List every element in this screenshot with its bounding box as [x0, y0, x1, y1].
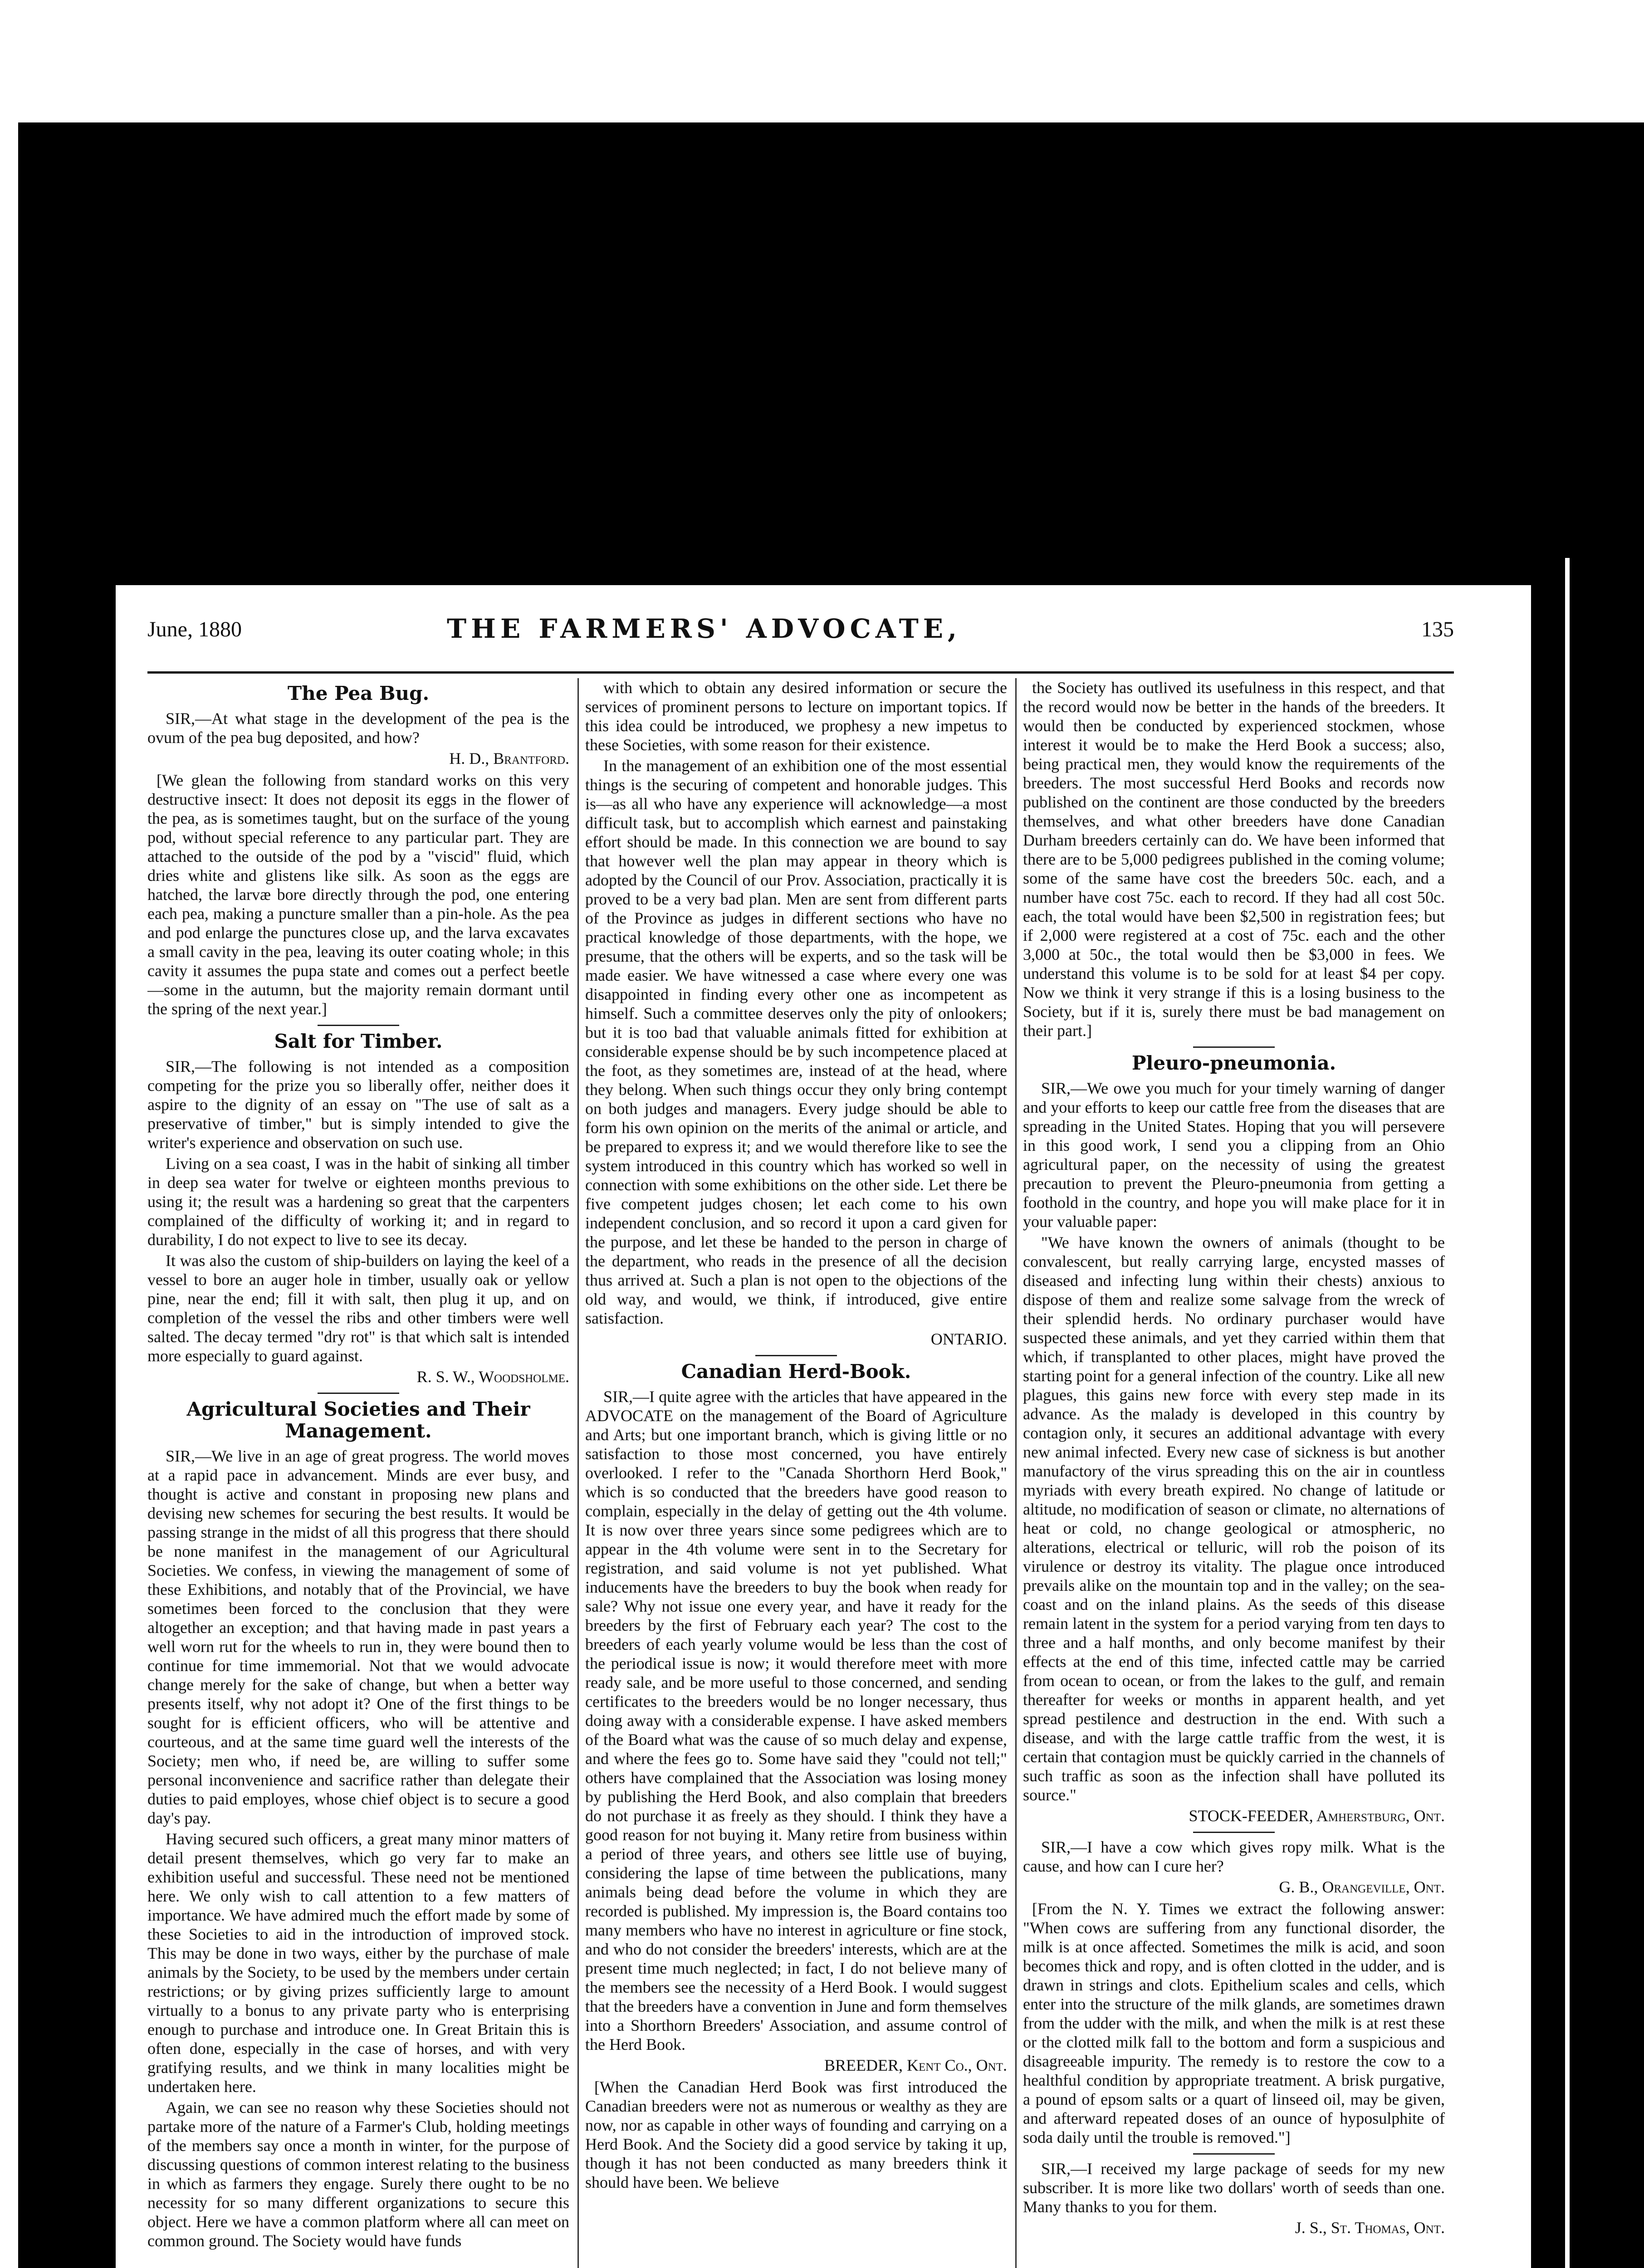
- editor-reply: [We glean the following from standard works on this very destructive insect: It does not deposit its eggs in the flower of the pea, as is sometimes taught, but on the surface of the young pod, without special reference to any particular part. They are attached to the outside of the pod by a "viscid" fluid, which dries white and glistens like silk. As soon as the eggs are hatched, the larvæ bore directly through the pod, one entering each pea, making a puncture smaller than a pin-hole. As the pea and pod enlarge the punctures close up, and the larva excavates a small cavity in the pea, leaving its outer coating whole; in this cavity it assumes the pupa state and comes out a perfect beetle—some in the autumn, but the majority remain dormant until the spring of the next year.]: [147, 771, 569, 1018]
- section-divider: [318, 1393, 399, 1394]
- article-heading: Canadian Herd-Book.: [681, 1360, 911, 1383]
- paragraph: Living on a sea coast, I was in the habit of sinking all timber in deep sea water for twelve or eighteen months previous to using it; the result was a hardening so great that the carpenters complained of the difficulty of working it; and in regard to durability, I do not expect to live to see its decay.: [147, 1154, 569, 1249]
- letter-signature: R. S. W., Woodsholme.: [416, 1368, 569, 1386]
- letter-signature: J. S., St. Thomas, Ont.: [1295, 2219, 1445, 2237]
- column-3: [1023, 678, 1445, 2268]
- paragraph: SIR,—The following is not intended as a composition competing for the prize you so liberally offer, neither does it aspire to the dignity of an essay on "The use of salt as a preservative of timber," but is simply intended to give the writer's experience and observation on such use.: [147, 1057, 569, 1152]
- page-edge-rule: [1565, 558, 1570, 2268]
- letter-signature: G. B., Orangeville, Ont.: [1279, 1878, 1445, 1896]
- article-heading: Agricultural Societies and Their Management.: [186, 1398, 530, 1442]
- letter-text: SIR,—At what stage in the development of the pea is the ovum of the pea bug deposited, and how?: [147, 709, 569, 747]
- article-heading: The Pea Bug.: [287, 682, 430, 704]
- letter-text: SIR,—I have a cow which gives ropy milk. What is the cause, and how can I cure her?: [1023, 1838, 1445, 1875]
- columns: [147, 678, 1454, 2268]
- editor-reply: [From the N. Y. Times we extract the following answer: "When cows are suffering from any functional disorder, the milk is at once affected. Sometimes the milk is acid, and soon becomes thick and ropy, and is often clotted in the udder, and is drawn in strings and clots. Epithelium scales and cells, which enter into the structure of the milk glands, are sometimes drawn from the udder with the milk, and when the milk is at rest these or the clotted milk fall to the bottom and form a suspicious and disagreeable impurity. The remedy is to restore the cow to a healthful condition by appropriate treatment. A brisk purgative, a pound of epsom salts or a quart of linseed oil, may be given, and afterward repeated doses of an ounce of hyposulphite of soda daily until the trouble is removed."]: [1023, 1900, 1445, 2146]
- paragraph: SIR,—We owe you much for your timely warning of danger and your efforts to keep our cattle free from the diseases that are spreading in the United States. Hoping that you will persevere in this good work, I send you a clipping from an Ohio agricultural paper, on the necessity of using the greatest precaution to prevent the Pleuro-pneumonia from getting a foothold in the country, and hope you will make place for it in your valuable paper:: [1023, 1079, 1445, 1231]
- masthead-title: THE FARMERS' ADVOCATE,: [447, 613, 962, 644]
- letter-signature: H. D., Brantford.: [449, 749, 569, 767]
- section-divider: [755, 1355, 837, 1356]
- letter-text: SIR,—I received my large package of seeds for my new subscriber. It is more like two dollars' worth of seeds than one. Many thanks to you for them.: [1023, 2160, 1445, 2216]
- top-margin: [0, 0, 1644, 122]
- paragraph: It was also the custom of ship-builders on laying the keel of a vessel to bore an auger hole in timber, usually oak or yellow pine, near the end; fill it with salt, then plug it up, and on completion of the vessel the ribs and other timbers were well salted. The decay termed "dry rot" is that which salt is intended more especially to guard against.: [147, 1251, 569, 1365]
- article-heading: Salt for Timber.: [274, 1030, 443, 1052]
- newspaper-page: [116, 585, 1531, 2268]
- column-1: [147, 678, 569, 2268]
- paragraph: Having secured such officers, a great many minor matters of detail present themselves, which go very far to make an exhibition useful and successful. These need not be mentioned here. We only wish to call attention to a few matters of importance. We have admired much the effort made by some of these Societies to aid in the introduction of improved stock. This may be done in two ways, either by the purchase of male animals by the Society, to be used by the members under certain restrictions; or by giving prizes sufficiently large to amount virtually to a bonus to any private party who is enterprising enough to purchase and introduce one. In Great Britain this is often done, especially in the case of horses, and with very gratifying results, and we think in many localities might be undertaken here.: [147, 1830, 569, 2096]
- section-divider: [318, 1025, 399, 1026]
- section-divider: [1193, 2153, 1275, 2155]
- left-margin: [0, 122, 18, 2268]
- column-divider: [577, 678, 579, 2268]
- letter-signature: STOCK-FEEDER, Amherstburg, Ont.: [1189, 1807, 1445, 1825]
- section-divider: [1193, 1832, 1275, 1833]
- section-divider: [1193, 1046, 1275, 1048]
- paragraph: with which to obtain any desired information or secure the services of prominent persons to lecture on important topics. If this idea could be introduced, we prophesy a new impetus to these Societies, with some reason for their existence.: [585, 679, 1007, 754]
- paragraph: In the management of an exhibition one of the most essential things is the securing of competent and honorable judges. This is—as all who have any experience will acknowledge—a most difficult task, but to accomplish which earnest and painstaking effort should be made. In this connection we are bound to say that however well the plan may appear in theory which is adopted by the Council of our Prov. Association, practically it is proved to be a very bad plan. Men are sent from different parts of the Province as judges in different sections who have no practical knowledge of those departments, with the hope, we presume, that the others will be experts, and so the task will be made easier. We have witnessed a case where every one was disappointed in finding every other one as incompetent as himself. Such a committee deserves only the pity of onlookers; but it is too bad that valuable animals fitted for exhibition at considerable expense should be by such incompetence placed at the foot, as they sometimes are, instead of at the head, where they belong. When such things occur they only bring contempt on both judges and managers. Every judge should be able to form his own opinion on the merits of the animal or article, and be prepared to express it; and we would therefore like to see the system introduced in this country which has worked so well in connection with some exhibitions on the other side. Let there be five competent judges chosen; let each come to his own independent conclusion, and so record it upon a card given for the purpose, and let these be handed to the person in charge of the department, who reads in the presence of all the decision thus arrived at. Such a plan is not open to the objections of the old way, and would, we think, if introduced, give entire satisfaction.: [585, 757, 1007, 1327]
- editor-reply: [When the Canadian Herd Book was first introduced the Canadian breeders were not as numerous or wealthy as they are now, nor as capable in other ways of founding and carrying on a Herd Book. And the Society did a good service by taking it up, though it has not been conducted as many breeders think it should have been. We believe: [585, 2078, 1007, 2191]
- paragraph: SIR,—We live in an age of great progress. The world moves at a rapid pace in advancement. Minds are ever busy, and thought is active and constant in proposing new plans and devising new schemes for securing the best results. It would be passing strange in the midst of all this progress that there should be none manifest in the management of our Agricultural Societies. We confess, in viewing the management of some of these Exhibitions, and notably that of the Provincial, we have sometimes been forced to the conclusion that they were altogether an exception; and that having made in past years a well worn rut for the wheels to run in, they were bound then to continue for time immemorial. Not that we would advocate change merely for the sake of change, but when a better way presents itself, why not adopt it? One of the first things to be sought for is efficient officers, who will be attentive and courteous, and at the same time guard well the interests of the Society; men who, if need be, are willing to suffer some personal inconvenience and sacrifice rather than delegate their duties to paid employes, whose chief object is to secure a good day's pay.: [147, 1447, 569, 1827]
- article-heading: Pleuro-pneumonia.: [1131, 1052, 1336, 1074]
- paragraph: Again, we can see no reason why these Societies should not partake more of the nature of a Farmer's Club, holding meetings of the members say once a month in winter, for the purpose of discussing questions of common interest relating to the business in which as farmers they engage. Surely there ought to be no necessity for so many different organizations to secure this object. Here we have a common platform where all can meet on common ground. The Society would have funds: [147, 2098, 569, 2250]
- page-header: [147, 585, 1454, 674]
- page-number: 135: [1421, 617, 1454, 641]
- letter-signature: BREEDER, Kent Co., Ont.: [824, 2056, 1007, 2074]
- column-divider: [1015, 678, 1017, 2268]
- letter-signature: ONTARIO.: [930, 1330, 1007, 1348]
- quoted-paragraph: "We have known the owners of animals (thought to be convalescent, but really carrying large, encysted masses of diseased and infecting lung within their chests) anxious to dispose of them and realize some salvage from the wreck of their splendid herds. No ordinary purchaser would have suspected these animals, and yet they carried within them that which, if transplanted to other places, might have proved the starting point for a general infection of the country. Like all new plagues, this gains new force with every step made in its advance. As the malady is developed in this country by contagion only, it secures an additional advantage with every new animal infected. Every new case of sickness is but another manufactory of the virus spreading this on the air in countless myriads with every breath expired. No change of latitude or altitude, no modification of season or climate, no alternations of heat or cold, no change geological or atmospheric, no alterations, electrical or telluric, will rob the poison of its virulence or destroy its vitality. The plague once introduced prevails alike on the mountain top and in the valley; on the sea-coast and on the inland plains. As the seeds of this disease remain latent in the system for a period varying from ten days to three and a half months, and only become manifest by their effects at the end of this time, infected cattle may be carried from ocean to ocean, or from the lakes to the gulf, and remain thereafter for weeks or months in apparent health, and yet spread pestilence and destruction in the end. With such a disease, and with the large cattle traffic from the west, it is certain that contagion must be quickly carried in the channels of such traffic as soon as the infection shall have polluted its source.": [1023, 1233, 1445, 1804]
- paragraph: SIR,—I quite agree with the articles that have appeared in the ADVOCATE on the management of the Board of Agriculture and Arts; but one important branch, which is giving little or no satisfaction to those most concerned, you have entirely overlooked. I refer to the "Canada Shorthorn Herd Book," which is so conducted that the breeders have good reason to complain, especially in the delay of getting out the 4th volume. It is now over three years since some pedigrees which are to appear in the 4th volume were sent in to the Secretary for registration, and said volume is not yet published. What inducements have the breeders to buy the book when ready for sale? Why not issue one every year, and have it ready for the breeders by the first of February each year? The cost to the breeders of each yearly volume would be less than the cost of the periodical issue is now; it would therefore meet with more ready sale, and be more useful to those concerned, and sending certificates to the breeders would be no longer necessary, thus doing away with a considerable expense. I have asked members of the Board what was the cause of so much delay and expense, and where the fees go to. Some have said they "could not tell;" others have complained that the Association was losing money by publishing the Herd Book, and also complain that breeders do not purchase it as freely as they should. I think they have a good reason for not buying it. Many retire from business within a period of three years, and others see little use of buying, considering the lapse of time between the publications, many animals being dead before the volume in which they are recorded is published. My impression is, the Board contains too many members who have no interest in agriculture or fine stock, and who do not consider the breeders' interests, which are at the present time much neglected; in fact, I do not believe many of the members see the necessity of a Herd Book. I would suggest that the breeders have a convention in June and form themselves into a Shorthorn Breeders' Association, and assume control of the Herd Book.: [585, 1388, 1007, 2053]
- issue-date: June, 1880: [147, 617, 242, 641]
- column-2: [585, 678, 1007, 2268]
- editor-reply: the Society has outlived its usefulness in this respect, and that the record would now be better in the hands of the breeders. It would then be conducted by experienced stockmen, whose interest it would be to make the Herd Book a success; also, being practical men, they would know the requirements of the breeders. The most successful Herd Books and records now published on the continent are those conducted by the breeders themselves, and what other breeders have done Canadian Durham breeders certainly can do. We have been informed that there are to be 5,000 pedigrees published in the coming volume; some of the same have cost the breeders 50c. each, and a number have cost 75c. each to record. If they had all cost 50c. each, the total would have been $2,500 in registration fees; but if 2,000 were registered at a cost of 75c. each and the other 3,000 at 50c., the total would then be $3,000 in fees. We understand this volume is to be sold for at least $4 per copy. Now we think it very strange if this is a losing business to the Society, but if it is, surely there must be bad management on their part.]: [1023, 679, 1445, 1040]
